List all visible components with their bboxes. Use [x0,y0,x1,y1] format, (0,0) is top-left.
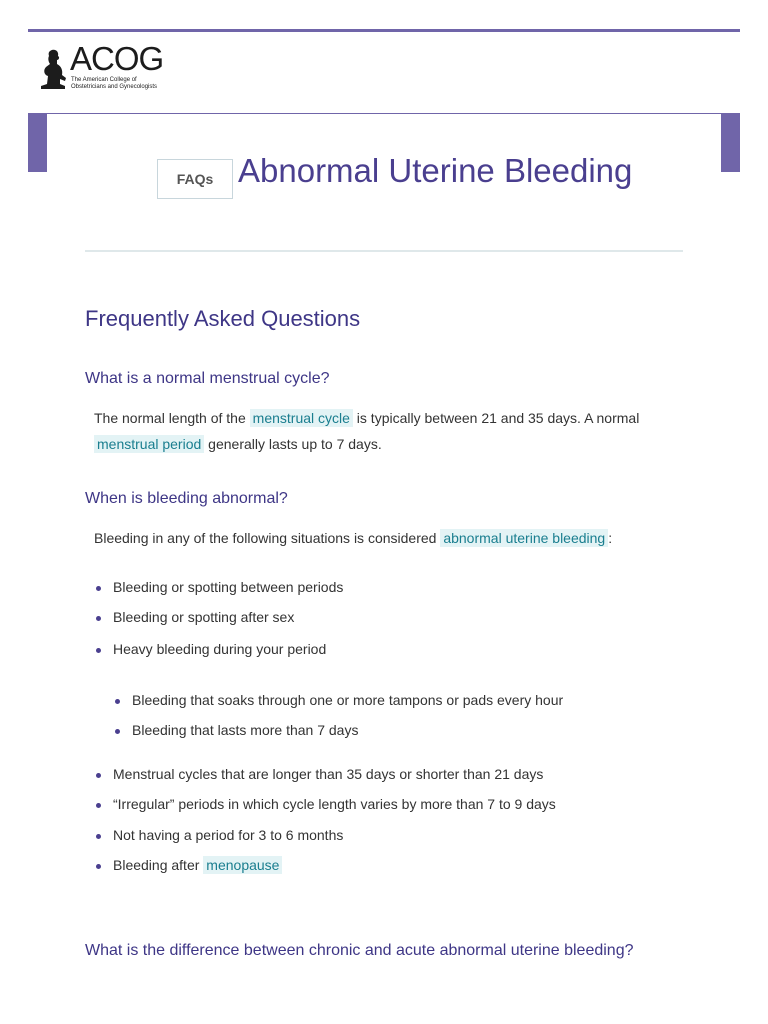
link-menstrual-cycle[interactable]: menstrual cycle [250,409,353,427]
logo-figure-icon [38,48,68,90]
list-item: Bleeding after menopause [113,857,282,873]
title-divider [85,250,683,252]
list-item: Bleeding or spotting between periods [113,579,344,595]
sublist-item: Bleeding that lasts more than 7 days [132,722,359,738]
faqs-tag[interactable]: FAQs [157,159,233,199]
link-menopause[interactable]: menopause [203,856,282,874]
answer-normal-cycle: The normal length of the menstrual cycle is typically between 21 and 35 days. A normal menstrual period generally lasts up to 7 days. [94,410,640,452]
list-item: “Irregular” periods in which cycle length varies by more than 7 to 9 days [113,796,556,812]
header-band-rule [28,113,740,114]
header-band-right [721,113,740,172]
list-item: Not having a period for 3 to 6 months [113,827,344,843]
question-normal-cycle: What is a normal menstrual cycle? [85,370,330,387]
top-accent-rule [28,29,740,32]
logo-subtitle: The American College of Obstetricians and Gynecologists [71,77,158,90]
question-chronic-vs-acute: What is the difference between chronic and acute abnormal uterine bleeding? [85,942,634,959]
list-item: Bleeding or spotting after sex [113,609,295,625]
link-menstrual-period[interactable]: menstrual period [94,435,204,453]
question-abnormal-bleeding: When is bleeding abnormal? [85,490,288,507]
answer-abnormal-intro: Bleeding in any of the following situations is considered abnormal uterine bleeding : [94,530,613,546]
sublist-item: Bleeding that soaks through one or more tampons or pads every hour [132,692,564,708]
list-item: Heavy bleeding during your period [113,641,327,657]
section-title: Frequently Asked Questions [85,306,361,331]
header-band-left [28,113,47,172]
page-title: Abnormal Uterine Bleeding [238,152,633,189]
link-abnormal-uterine-bleeding[interactable]: abnormal uterine bleeding [440,529,608,547]
list-item: Menstrual cycles that are longer than 35 days or shorter than 21 days [113,766,544,782]
logo-text: ACOG [70,40,164,77]
